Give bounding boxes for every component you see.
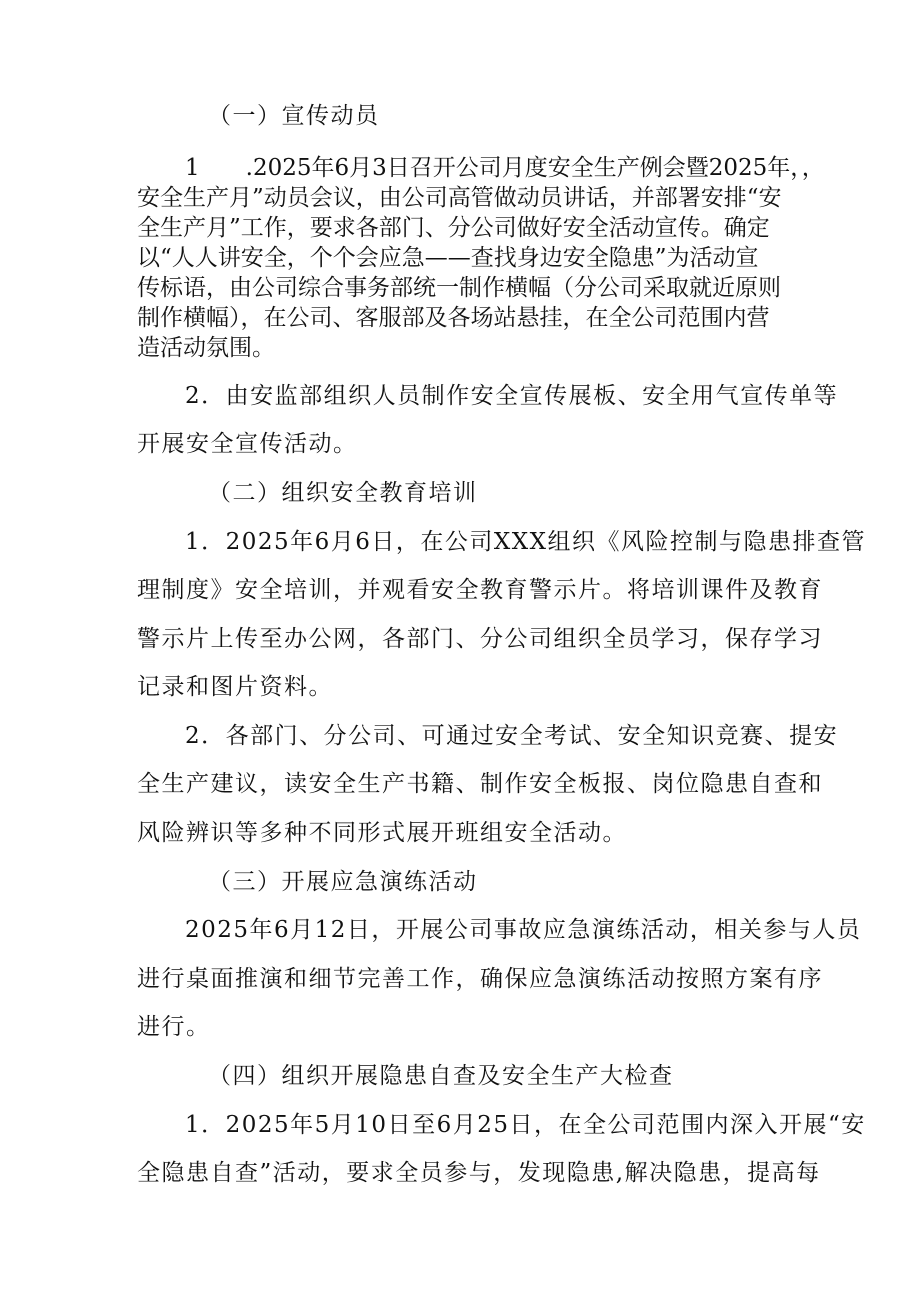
paragraph-line: 2．各部门、分公司、可通过安全考试、安全知识竞赛、提安 <box>185 723 839 749</box>
paragraph-line: 2．由安监部组织人员制作安全宣传展板、安全用气宣传单等 <box>185 383 839 409</box>
paragraph-line: 传标语，由公司综合事务部统一制作横幅（分公司采取就近原则 <box>137 275 781 301</box>
paragraph-line: 1 .2025年6月3日召开公司月度安全生产例会暨2025年，， <box>185 155 825 181</box>
paragraph-line: 开展安全宣传活动。 <box>137 431 358 457</box>
section-heading-2: （二）组织安全教育培训 <box>208 480 478 506</box>
paragraph-line: 全生产月”工作，要求各部门、分公司做好安全活动宣传。确定 <box>137 215 770 241</box>
section-heading-1: （一）宣传动员 <box>208 103 380 129</box>
paragraph-line: 理制度》安全培训，并观看安全教育警示片。将培训课件及教育 <box>137 577 823 603</box>
paragraph-line: 1．2025年5月10日至6月25日，在全公司范围内深入开展“安 <box>185 1112 866 1138</box>
paragraph-line: 全生产建议，读安全生产书籍、制作安全板报、岗位隐患自查和 <box>137 771 823 797</box>
paragraph-line: 进行。 <box>137 1014 211 1040</box>
paragraph-line: 2025年6月12日，开展公司事故应急演练活动，相关参与人员 <box>185 917 862 943</box>
section-heading-3: （三）开展应急演练活动 <box>208 869 478 895</box>
paragraph-line: 1．2025年6月6日，在公司XXX组织《风险控制与隐患排查管 <box>185 529 867 555</box>
paragraph-line: 警示片上传至办公网，各部门、分公司组织全员学习，保存学习 <box>137 626 823 652</box>
paragraph-line: 以“人人讲安全，个个会应急——查找身边安全隐患”为活动宣 <box>137 245 759 271</box>
paragraph-line: 风险辨识等多种不同形式展开班组安全活动。 <box>137 820 627 846</box>
paragraph-line: 进行桌面推演和细节完善工作，确保应急演练活动按照方案有序 <box>137 966 823 992</box>
paragraph-line: 记录和图片资料。 <box>137 674 333 700</box>
paragraph-line: 造活动氛围。 <box>137 335 275 361</box>
paragraph-line: 安全生产月”动员会议，由公司高管做动员讲话，并部署安排“安 <box>137 185 782 211</box>
paragraph-line: 制作横幅），在公司、客服部及各场站悬挂，在全公司范围内营 <box>137 305 770 331</box>
section-heading-4: （四）组织开展隐患自查及安全生产大检查 <box>208 1063 674 1089</box>
paragraph-line: 全隐患自查”活动，要求全员参与，发现隐患,解决隐患，提高每 <box>137 1160 821 1186</box>
